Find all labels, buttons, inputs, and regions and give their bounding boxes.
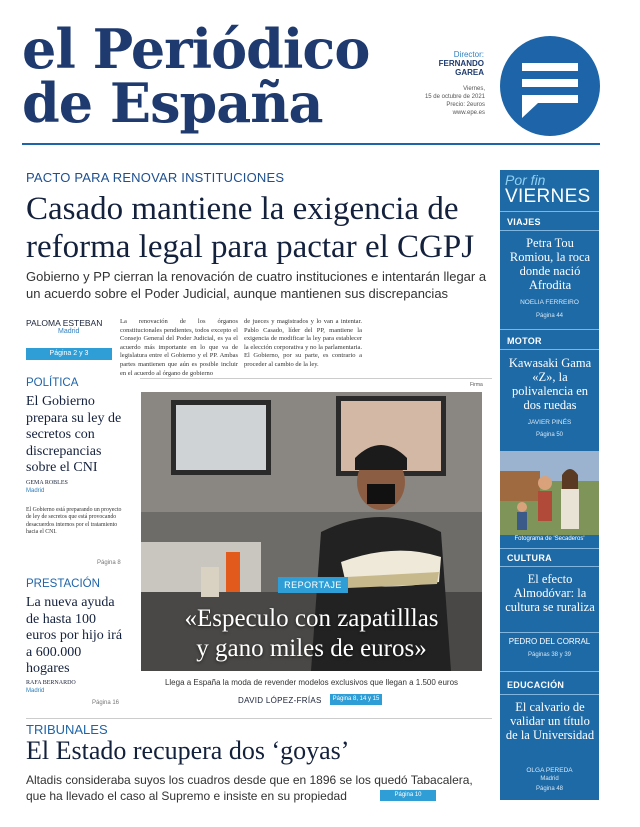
tribunales-page-ref[interactable]: Página 10 — [380, 790, 436, 801]
photo-quote[interactable] — [141, 604, 482, 664]
motor-section: MOTOR — [507, 336, 542, 346]
motor-headline[interactable]: Kawasaki Gama «Z», la polivalencia en dos ruedas — [508, 356, 592, 412]
sidebar-porfin: Por fin — [505, 172, 546, 188]
educacion-page-ref[interactable]: Página 48 — [535, 786, 564, 792]
politica-body: El Gobierno está preparando un proyecto de ley de secretos que está provocando desacuerdos internos por el tratamiento hacia el CNI. — [26, 507, 122, 536]
sidebar-divider — [500, 211, 599, 212]
sidebar-divider — [500, 632, 599, 633]
sidebar-divider — [500, 548, 599, 549]
tribunales-kicker: TRIBUNALES — [26, 722, 108, 737]
sidebar-photo-illustration — [500, 451, 599, 535]
photo-credit: Firma — [470, 382, 483, 388]
photo-page-ref[interactable]: Página 8, 14 y 15 — [330, 694, 382, 705]
logo-icon — [500, 36, 600, 136]
prestacion-headline[interactable]: La nueva ayuda de hasta 100 euros por hijo irá a 600.000 hogares — [26, 595, 123, 676]
viajes-author: NOELIA FERREIRO — [520, 299, 579, 306]
viajes-headline[interactable]: Petra Tou Romiou, la roca donde nació Afrodita — [509, 236, 591, 292]
director-name-1: FERNANDO — [438, 59, 484, 68]
lead-kicker: PACTO PARA RENOVAR INSTITUCIONES — [26, 170, 285, 185]
reportaje-tag: REPORTAJE — [278, 577, 348, 593]
educacion-city: Madrid — [540, 776, 559, 782]
viajes-section: VIAJES — [507, 217, 541, 227]
cultura-page-ref[interactable]: Páginas 38 y 39 — [527, 652, 572, 658]
lead-author: PALOMA ESTEBAN — [26, 318, 103, 328]
cultura-section: CULTURA — [507, 553, 552, 563]
date-day: Viernes, — [463, 86, 485, 92]
sidebar-divider — [500, 671, 599, 672]
photo-quote-line-2: y gano miles de euros» — [196, 635, 427, 662]
sidebar-divider — [500, 349, 599, 350]
price: Precio: 2euros — [446, 102, 485, 108]
bottom-rule — [26, 718, 492, 719]
sidebar-divider — [500, 329, 599, 330]
politica-headline[interactable]: El Gobierno prepara su ley de secretos con discrepancias sobre el CNI — [26, 394, 122, 475]
politica-kicker: POLÍTICA — [26, 377, 79, 389]
lead-rule — [140, 378, 492, 379]
tribunales-headline[interactable]: El Estado recupera dos ‘goyas’ — [26, 736, 350, 765]
prestacion-city: Madrid — [26, 688, 45, 694]
sidebar-divider — [500, 230, 599, 231]
prestacion-page-ref[interactable]: Página 16 — [92, 700, 120, 706]
educacion-author: OLGA PEREDA — [526, 767, 573, 774]
lead-city: Madrid — [58, 328, 80, 335]
sidebar-photo-caption: Fotograma de 'Secaderos' — [514, 536, 585, 542]
masthead-title — [22, 17, 412, 135]
prestacion-kicker: PRESTACIÓN — [26, 578, 100, 590]
dateline — [405, 85, 485, 117]
photo-caption: Llega a España la moda de revender modelos exclusivos que llegan a 1.500 euros — [164, 678, 459, 687]
politica-page-ref[interactable]: Página 8 — [97, 560, 121, 566]
sidebar-photo[interactable] — [500, 451, 599, 535]
photo-author: DAVID LÓPEZ-FRÍAS — [238, 696, 322, 705]
sidebar-viernes: VIERNES — [505, 186, 591, 207]
educacion-section: EDUCACIÓN — [507, 680, 565, 690]
masthead-rule — [22, 143, 600, 145]
date-full: 15 de octubre de 2021 — [424, 94, 485, 100]
director-label: Director: — [453, 50, 484, 59]
masthead-line-2: de España — [22, 71, 323, 135]
director-name-2: GAREA — [455, 68, 484, 77]
lead-page-ref[interactable]: Página 2 y 3 — [26, 348, 112, 360]
viajes-page-ref[interactable]: Página 44 — [535, 313, 564, 319]
politica-city: Madrid — [26, 488, 45, 494]
motor-author: JAVIER PINÉS — [527, 419, 572, 426]
lead-headline-line-1: Casado mantiene la exigencia de — [26, 191, 459, 227]
lead-body-col-1: La renovación de los órganos constitucionales pendientes, todos excepto el Consejo General del Poder Judicial, es ya el acuerdo más importante en lo que va de legislatura entre el Gobierno y el PP. Ambas partes mantienen que aún es posible incluir en el acuerdo al órgano de gobierno — [120, 318, 238, 377]
photo-quote-line-1: «Especulo con zapatilllas — [184, 605, 439, 632]
lead-headline[interactable] — [26, 190, 496, 266]
motor-page-ref[interactable]: Página 50 — [535, 432, 564, 438]
lead-body-col-2: de jueces y magistrados y lo van a intentar. Pablo Casado, líder del PP, mantiene la exigencia de modificar la ley para establecer la elección corporativa y no la parlamentaria. El Gobierno, por su parte, es contrario a proceder al cambio de la ley. — [244, 318, 362, 368]
lead-subhead: Gobierno y PP cierran la renovación de cuatro instituciones e intentarán llegar a un acuerdo sobre el Poder Judicial, aunque mantienen sus discrepancias — [26, 269, 487, 301]
educacion-headline[interactable]: El calvario de validar un título de la Universidad — [505, 700, 595, 742]
masthead-line-1: el Periódico — [22, 17, 370, 81]
lead-headline-line-2: reforma legal para pactar el CGPJ — [26, 229, 475, 265]
sidebar-divider — [500, 566, 599, 567]
director-block — [410, 50, 484, 77]
website: www.epe.es — [452, 110, 485, 116]
cultura-author: PEDRO DEL CORRAL — [508, 637, 591, 646]
tribunales-subhead-line-1: Altadis consideraba suyos los cuadros desde que en 1896 se los quedó Tabacalera, — [26, 773, 473, 787]
politica-author: GEMA ROBLES — [26, 480, 68, 486]
tribunales-subhead-line-2: que ha llevado el caso al Supremo e insiste en su propiedad — [26, 789, 347, 803]
sidebar-divider — [500, 694, 599, 695]
prestacion-author: RAFA BERNARDO — [26, 680, 76, 686]
cultura-headline[interactable]: El efecto Almodóvar: la cultura se ruraliza — [505, 572, 595, 614]
